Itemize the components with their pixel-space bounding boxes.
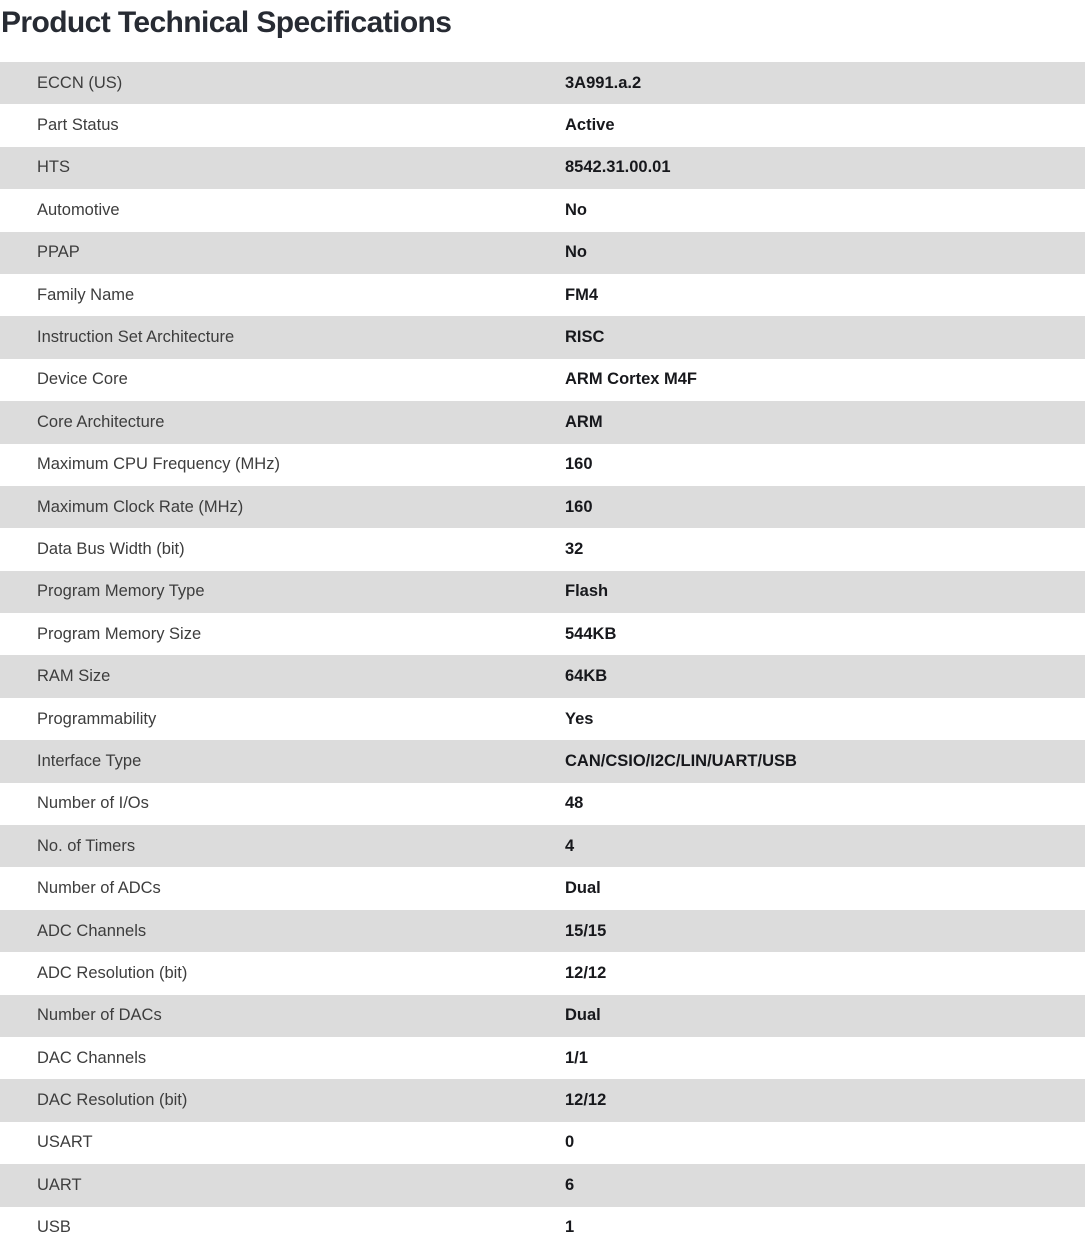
spec-label: DAC Channels [37,1048,147,1067]
spec-row [0,359,1085,401]
spec-label: Maximum CPU Frequency (MHz) [37,455,280,474]
spec-row [0,910,1085,952]
spec-row [0,783,1085,825]
spec-value: 4 [565,836,575,855]
spec-row [0,867,1085,909]
page-title: Product Technical Specifications [1,6,452,39]
spec-row [0,1122,1085,1164]
spec-label: Instruction Set Architecture [37,328,235,347]
spec-value: Dual [565,1006,601,1025]
spec-value: 6 [565,1175,575,1194]
spec-row [0,528,1085,570]
spec-value: 15/15 [565,921,607,940]
spec-value: CAN/CSIO/I2C/LIN/UART/USB [565,751,797,770]
spec-label: ADC Channels [37,921,147,940]
spec-row [0,444,1085,486]
spec-value: 1 [565,1218,575,1237]
spec-row [0,232,1085,274]
spec-row [0,486,1085,528]
spec-value: ARM [565,412,603,431]
spec-value: 12/12 [565,1091,607,1110]
spec-value: 1/1 [565,1048,588,1067]
spec-label: Part Status [37,116,119,135]
spec-label: PPAP [37,243,80,262]
spec-label: Number of ADCs [37,879,161,898]
spec-row [0,952,1085,994]
spec-value: 3A991.a.2 [565,73,642,92]
spec-row [0,995,1085,1037]
spec-label: Data Bus Width (bit) [37,539,185,558]
spec-label: ECCN (US) [37,73,123,92]
spec-label: Maximum Clock Rate (MHz) [37,497,244,516]
spec-value: No [565,243,587,262]
spec-row [0,825,1085,867]
spec-label: UART [37,1175,82,1194]
spec-row [0,571,1085,613]
spec-label: HTS [37,158,70,177]
spec-table [0,62,1085,1249]
spec-label: USB [37,1218,71,1237]
spec-label: Family Name [37,285,135,304]
spec-value: Active [565,116,615,135]
spec-value: Dual [565,879,601,898]
spec-row [0,1207,1085,1249]
spec-row [0,1037,1085,1079]
spec-label: Device Core [37,370,128,389]
spec-value: Yes [565,709,594,728]
spec-row [0,401,1085,443]
spec-row [0,104,1085,146]
spec-value: Flash [565,582,609,601]
spec-label: Program Memory Size [37,624,202,643]
spec-row [0,316,1085,358]
spec-value: 0 [565,1133,575,1152]
spec-value: 544KB [565,624,617,643]
spec-value: FM4 [565,285,598,304]
spec-row [0,274,1085,316]
spec-row [0,613,1085,655]
spec-value: 8542.31.00.01 [565,158,671,177]
spec-row [0,62,1085,104]
spec-label: No. of Timers [37,836,136,855]
spec-value: 64KB [565,667,608,686]
spec-value: 160 [565,497,593,516]
spec-label: Automotive [37,200,120,219]
spec-value: 160 [565,455,593,474]
spec-label: Interface Type [37,751,142,770]
spec-label: USART [37,1133,93,1152]
spec-label: Program Memory Type [37,582,205,601]
spec-label: DAC Resolution (bit) [37,1091,188,1110]
spec-value: 12/12 [565,963,607,982]
spec-value: RISC [565,328,605,347]
spec-row [0,698,1085,740]
spec-label: RAM Size [37,667,111,686]
spec-value: 48 [565,794,584,813]
spec-value: No [565,200,587,219]
spec-value: ARM Cortex M4F [565,370,698,389]
spec-value: 32 [565,539,584,558]
spec-row [0,1164,1085,1206]
spec-label: Programmability [37,709,157,728]
spec-row [0,147,1085,189]
spec-row [0,740,1085,782]
spec-row [0,189,1085,231]
spec-row [0,1079,1085,1121]
spec-label: Core Architecture [37,412,165,431]
spec-label: Number of DACs [37,1006,162,1025]
spec-label: ADC Resolution (bit) [37,963,188,982]
spec-label: Number of I/Os [37,794,149,813]
spec-row [0,655,1085,697]
